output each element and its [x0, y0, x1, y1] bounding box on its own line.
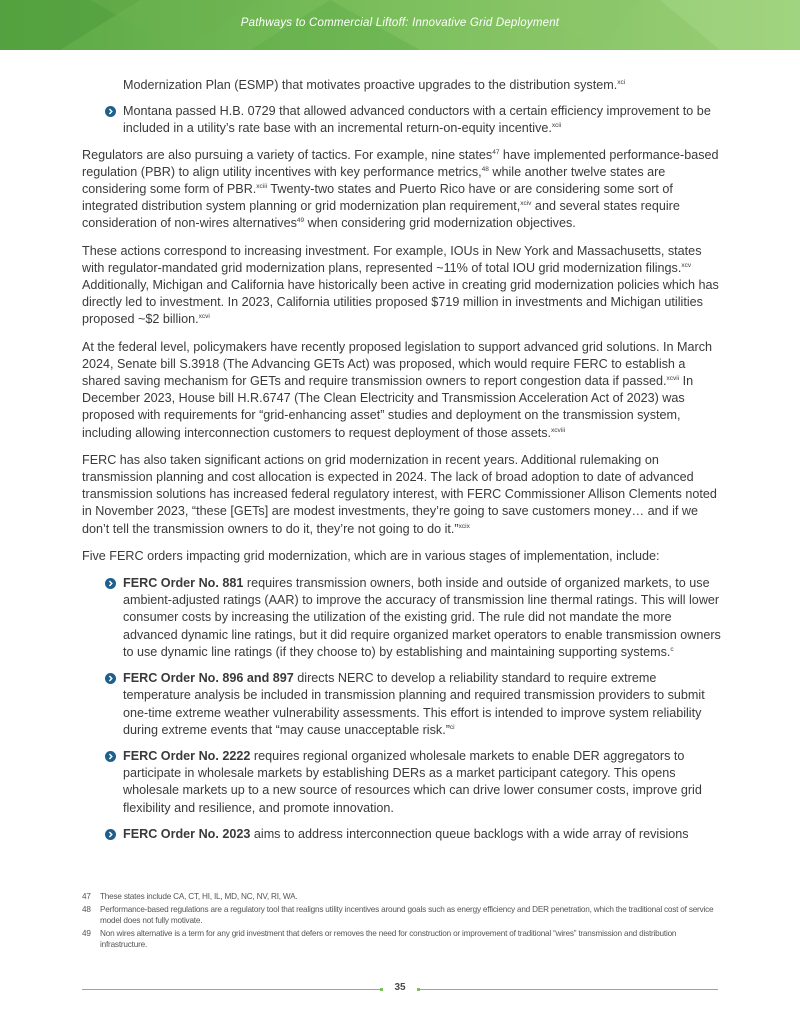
page-number: 35 [394, 982, 406, 993]
chevron-right-icon [105, 751, 116, 762]
document-title: Pathways to Commercial Liftoff: Innovative Grid Deployment [240, 17, 560, 29]
paragraph: At the federal level, policymakers have recently proposed legislation to support advanced grid solutions. In March 2024, Senate bill S.3918 (The Advancing GETs Act) was proposed, which would require FERC to establish a shared saving mechanism for GETs and require transmission owners to report congestion data if passed.$^{xcvii}$ In December 2023, House bill H.R.6747 (The Clean Electricity and Transmission Acceleration Act of 2023) was proposed with requirements for “grid-enhancing asset” studies and deployment on the transmission system, including allowing interconnection customers to request deployment of those assets.$^{xcviii}$ [82, 339, 713, 440]
list-item: FERC Order No. 881 requires transmission owners, both inside and outside of organized markets, to use ambient-adjusted ratings (AAR) to improve the accuracy of transmission line thermal ratings. This will lower consumer costs by increasing the utilization of the existing grid. The rule did not mandate the more advanced dynamic line ratings, but it did require organized market operators to enable transmission owners to use dynamic line ratings (if they choose to) by establishing and maintaining supporting systems.$^c$ [82, 575, 722, 661]
list-item: FERC Order No. 2222 requires regional organized wholesale markets to enable DER aggregators to participate in wholesale markets by establishing DERs as a market participant category. This opens wholesale markets up to a new source of resources which can drive lower consumer costs, improve grid flexibility and resilience, and promote innovation. [82, 748, 722, 817]
chevron-right-icon [105, 673, 116, 684]
footer-rule-right [418, 989, 718, 990]
footnotes [82, 891, 722, 952]
paragraph: Regulators are also pursuing a variety of tactics. For example, nine states$^{47}$ have implemented performance-based regulation (PBR) to align utility incentives with key performance metrics,$^{48}$ while another twelve states are considering some form of PBR.$^{xciii}$ Twenty-two states and Puerto Rico have or are considering some sort of integrated distribution system planning or grid modernization plan requirement,$^{xciv}$ and several states require consideration of non-wires alternatives$^{49}$ when considering grid modernization objectives. [82, 147, 719, 231]
footnote: 49 Non wires alternative is a term for any grid investment that defers or removes the need for construction or improvement of traditional “wires” transmission and distribution infrastructure. [82, 929, 677, 949]
chevron-right-icon [105, 578, 116, 589]
page-footer [82, 982, 718, 998]
footnote: 48 Performance-based regulations are a regulatory tool that realigns utility incentives around goals such as energy efficiency and DER penetration, which the traditional cost of service model does not fully motivate. [82, 905, 714, 925]
header-banner [0, 0, 800, 50]
intro-continuation: Modernization Plan (ESMP) that motivates proactive upgrades to the distribution system.$^{xci}$ [123, 78, 626, 92]
paragraph: Five FERC orders impacting grid modernization, which are in various stages of implementation, include: [82, 548, 660, 563]
chevron-right-icon [105, 106, 116, 117]
paragraph: These actions correspond to increasing investment. For example, IOUs in New York and Massachusetts, states with regulator-mandated grid modernization plans, represented ~11% of total IOU grid modernization filings.$^{xcv}$ Additionally, Michigan and California have historically been active in creating grid modernization policies which has directly led to investment. In 2023, California utilities proposed $719 million in investments and Michigan utilities proposed ~$2 billion.$^{xcvi}$ [82, 243, 719, 327]
list-item: FERC Order No. 896 and 897 directs NERC to develop a reliability standard to require extreme temperature analysis be included in transmission planning and required transmission providers to submit one-time extreme weather vulnerability assessments. This effort is intended to improve system reliability during extreme events that “may cause unacceptable risk.”$^{ci}$ [82, 670, 722, 739]
list-item: Montana passed H.B. 0729 that allowed advanced conductors with a certain efficiency improvement to be included in a utility’s rate base with an incremental return-on-equity incentive.$^{xcii}$ [82, 103, 722, 137]
list-item: FERC Order No. 2023 aims to address interconnection queue backlogs with a wide array of revisions [82, 826, 722, 843]
footnote: 47 These states include CA, CT, HI, IL, MD, NC, NV, RI, WA. [82, 892, 298, 901]
chevron-right-icon [105, 829, 116, 840]
page-body [82, 77, 722, 852]
paragraph: FERC has also taken significant actions on grid modernization in recent years. Additional rulemaking on transmission planning and cost allocation is expected in 2024. The lack of broad adoption to date of advanced transmission solutions has increased federal regulatory interest, with FERC Commissioner Allison Clements noted in November 2023, “these [GETs] are modest investments, they’re going to save customers money… and if we don’t tell the transmission owners to do it, they’re not going to do it.”$^{xcix}$ [82, 452, 717, 536]
